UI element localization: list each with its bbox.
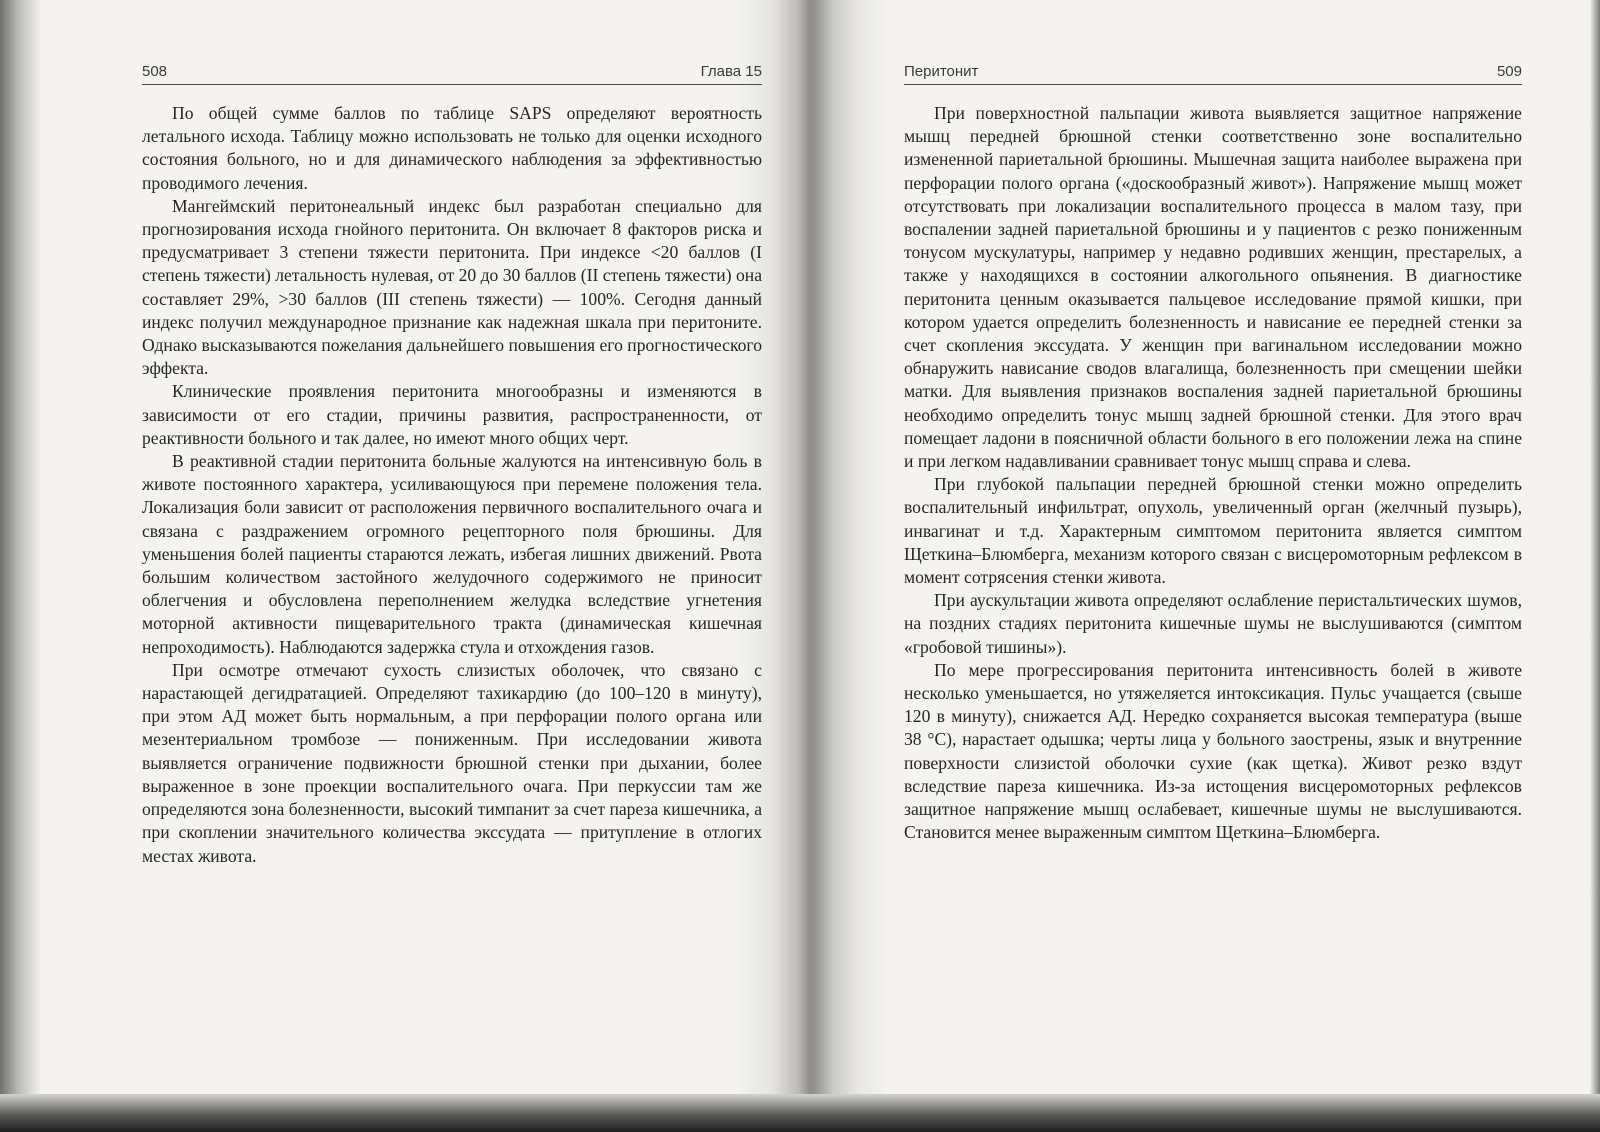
scan-edge-shadow-right — [1590, 0, 1600, 1132]
paragraph: Клинические проявления перитонита многообразны и изменяются в зависимости от его стадии, причины развития, распространенности, от реактивности больного и так далее, но имеют много общих черт. — [142, 381, 762, 448]
left-page — [142, 60, 762, 868]
paragraph: При осмотре отмечают сухость слизистых оболочек, что связано с нарастающей дегидратацией. Определяют тахикардию (до 100–120 в минуту), при этом АД может быть нормальным, а при перфорации полого органа или мезентериальном тромбозе — пониженным. При исследовании живота выявляется ограничение подвижности брюшной стенки при дыхании, более выраженное в зоне проекции воспалительного очага. При перкуссии там же определяются зона болезненности, высокий тимпанит за счет пареза кишечника, а при скоплении значительного количества экссудата — притупление в отлогих местах живота. — [142, 659, 762, 866]
right-page-body — [904, 102, 1522, 845]
left-page-number: 508 — [142, 63, 168, 80]
paragraph: По мере прогрессирования перитонита интенсивность болей в животе несколько уменьшается, но утяжеляется интоксикация. Пульс учащается (свыше 120 в минуту), снижается АД. Нередко сохраняется высокая температура (выше 38 °С), нарастает одышка; черты лица у больного заострены, язык и внутренние поверхности слизистой оболочки сухие (как щетка). Живот резко вздут вследствие пареза кишечника. Из-за истощения висцеромоторных рефлексов защитное напряжение мышц ослабевает, кишечные шумы не выслушиваются. Становится менее выраженным симптом Щеткина–Блюмберга. — [904, 659, 1522, 843]
paragraph: В реактивной стадии перитонита больные жалуются на интенсивную боль в животе постоянного характера, усиливающуюся при перемене положения тела. Локализация боли зависит от расположения первичного воспалительного очага и связана с раздражением огромного рецепторного поля брюшины. Для уменьшения болей пациенты стараются лежать, избегая лишних движений. Рвота большим количеством застойного желудочного содержимого не приносит облегчения и обусловлена переполнением желудка вследствие угнетения моторной активности пищеварительного тракта (динамическая кишечная непроходимость). Наблюдаются задержка стула и отхождения газов. — [142, 451, 762, 657]
scan-edge-shadow-left — [0, 0, 40, 1132]
right-page-header — [904, 60, 1522, 85]
paragraph: По общей сумме баллов по таблице SAPS определяют вероятность летального исхода. Таблицу можно использовать не только для оценки исходного состояния больного, но и для динамического наблюдения за эффективностью проводимого лечения. — [142, 103, 762, 193]
left-page-body — [142, 102, 762, 868]
paragraph: При аускультации живота определяют ослабление перистальтических шумов, на поздних стадиях перитонита кишечные шумы не выслушиваются (симптом «гробовой тишины»). — [904, 590, 1522, 657]
right-page — [904, 60, 1522, 845]
right-page-number: 509 — [1496, 63, 1522, 80]
paragraph: При поверхностной пальпации живота выявляется защитное напряжение мышц передней брюшной стенки соответственно зоне воспалительно измененной париетальной брюшины. Мышечная защита наиболее выражена при перфорации полого органа («доскообразный живот»). Напряжение мышц может отсутствовать при локализации воспалительного процесса в малом тазу, при воспалении задней париетальной брюшины и у пациентов с резко пониженным тонусом мускулатуры, например у недавно родивших женщин, престарелых, а также у находящихся в состоянии алкогольного опьянения. В диагностике перитонита ценным оказывается пальцевое исследование прямой кишки, при котором удается определить болезненность и нависание ее передней стенки за счет скопления экссудата. У женщин при вагинальном исследовании можно обнаружить нависание сводов влагалища, болезненность при смещении шейки матки. Для выявления признаков воспаления задней париетальной брюшины необходимо определить тонус мышц задней брюшной стенки. Для этого врач помещает ладони в поясничной области больного в его положении лежа на спине и при легком надавливании сравнивает тонус мышц справа и слева. — [904, 103, 1522, 472]
paragraph: При глубокой пальпации передней брюшной стенки можно определить воспалительный инфильтрат, опухоль, увеличенный орган (желчный пузырь), инвагинат и т.д. Характерным симптомом перитонита является симптом Щеткина–Блюмберга, механизм которого связан с висцеромоторным рефлексом в момент сотрясения стенки живота. — [904, 474, 1522, 588]
scanner-bottom-edge — [0, 1094, 1600, 1132]
left-page-header — [142, 60, 762, 85]
right-running-head: Перитонит — [904, 63, 979, 80]
left-running-head: Глава 15 — [700, 63, 762, 80]
paragraph: Мангеймский перитонеальный индекс был разработан специально для прогнозирования исхода гнойного перитонита. Он включает 8 факторов риска и предусматривает 3 степени тяжести перитонита. При индексе <20 баллов (I степень тяжести) летальность нулевая, от 20 до 30 баллов (II степень тяжести) она составляет 29%, >30 баллов (III степень тяжести) — 100%. Сегодня данный индекс получил международное признание как надежная шкала при перитоните. Однако высказываются пожелания дальнейшего повышения его прогностического эффекта. — [142, 195, 762, 379]
